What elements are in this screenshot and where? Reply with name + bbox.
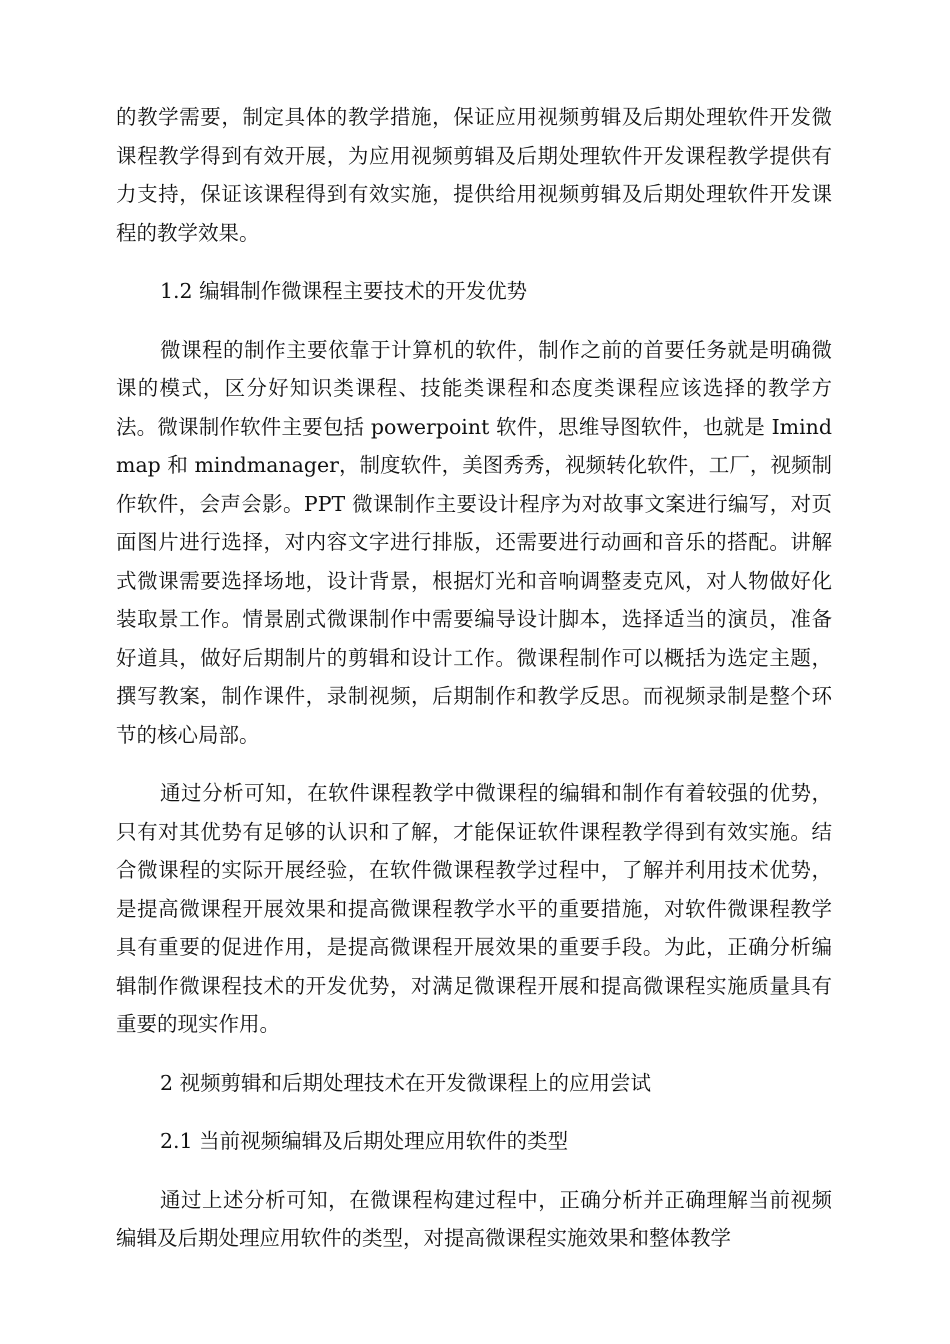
section-heading-1-2: 1.2 编辑制作微课程主要技术的开发优势 (160, 279, 528, 303)
paragraph-analysis-advantages: 通过分析可知，在软件课程教学中微课程的编辑和制作有着较强的优势，只有对其优势有足够的认识和了解，才能保证软件课程教学得到有效实施。结合微课程的实际开展经验，在软件微课程教学过程中，了解并利用技术优势，是提高微课程开展效果和提高微课程教学水平的重要措施，对软件微课程教学具有重要的促进作用，是提高微课程开展效果的重要手段。为此，正确分析编辑制作微课程技术的开发优势，对满足微课程开展和提高微课程实施质量具有重要的现实作用。 (116, 781, 832, 1036)
section-heading-2: 2 视频剪辑和后期处理技术在开发微课程上的应用尝试 (160, 1070, 652, 1095)
paragraph-microcourse-production: 微课程的制作主要依靠于计算机的软件，制作之前的首要任务就是明确微课的模式，区分好知识类课程、技能类课程和态度类课程应该选择的教学方法。微课制作软件主要包括 powerpoint 软件，思维导图软件，也就是 Imindmap 和 mindmanager，制度软件，美图秀秀，视频转化软件，工厂，视频制作软件，会声会影。PPT 微课制作主要设计程序为对故事文案进行编写，对页面图片进行选择，对内容文字进行排版，还需要进行动画和音乐的搭配。讲解式微课需要选择场地，设计背景，根据灯光和音响调整麦克风，对人物做好化装取景工作。情景剧式微课制作中需要编导设计脚本，选择适当的演员，准备好道具，做好后期制片的剪辑和设计工作。微课程制作可以概括为选定主题，撰写教案，制作课件，录制视频，后期制作和教学反思。而视频录制是整个环节的核心局部。 (116, 337, 832, 747)
paragraph-continuation: 的教学需要，制定具体的教学措施，保证应用视频剪辑及后期处理软件开发微课程教学得到有效开展，为应用视频剪辑及后期处理软件开发课程教学提供有力支持，保证该课程得到有效实施，提供给用视频剪辑及后期处理软件开发课程的教学效果。 (116, 105, 832, 245)
section-heading-2-1: 2.1 当前视频编辑及后期处理应用软件的类型 (160, 1129, 569, 1153)
paragraph-software-types: 通过上述分析可知，在微课程构建过程中，正确分析并正确理解当前视频编辑及后期处理应用软件的类型，对提高微课程实施效果和整体教学 (116, 1187, 832, 1250)
document-page (116, 98, 832, 1278)
